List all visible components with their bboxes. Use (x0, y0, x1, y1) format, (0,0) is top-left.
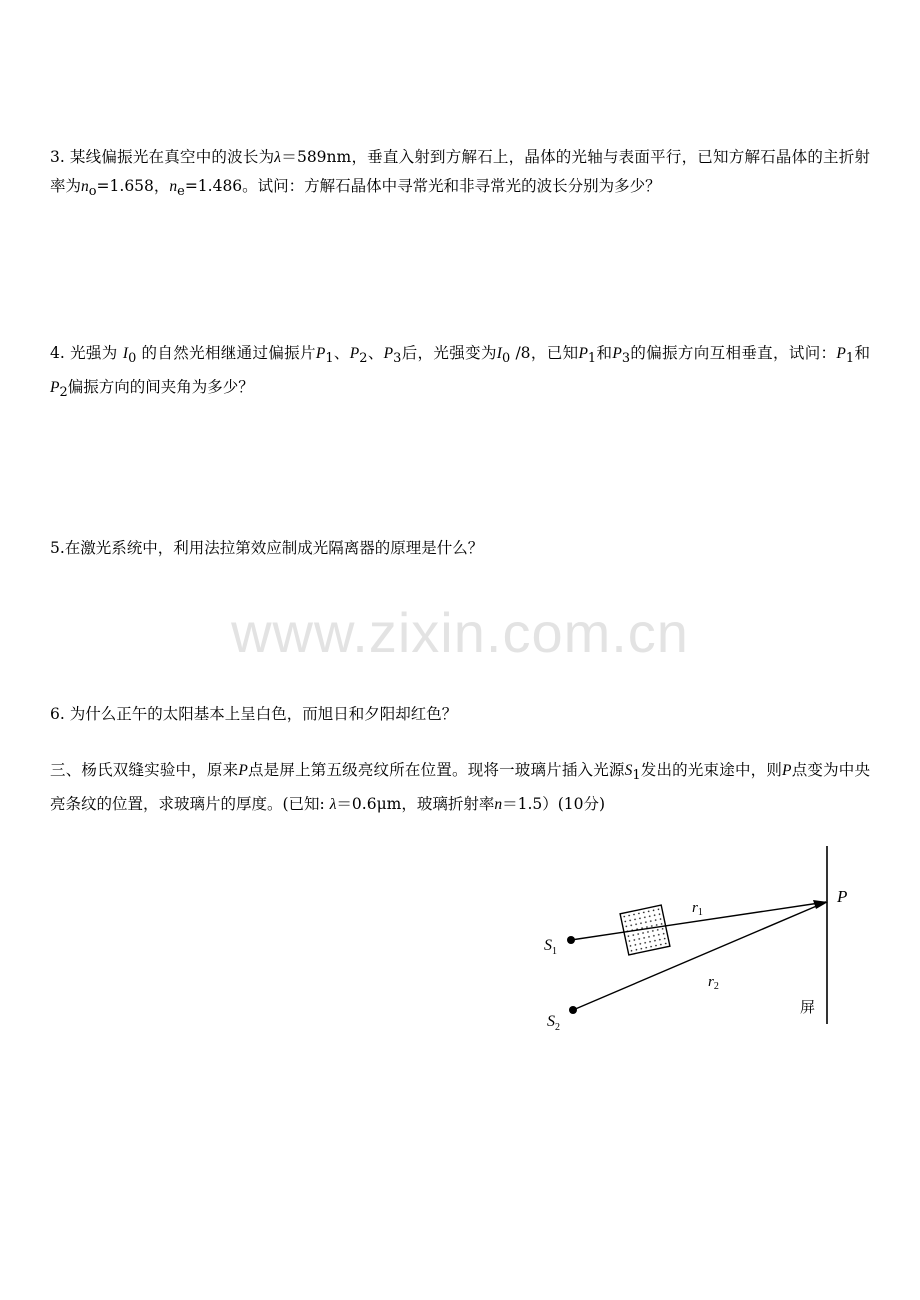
question-section-3: 三、杨氏双缝实验中，原来P点是屏上第五级亮纹所在位置。现将一玻璃片插入光源$S_1$发出的光束途中，则P点变为中央亮条纹的位置，求玻璃片的厚度。(已知: λ＝0.6μm，玻璃折射率n＝1.5）(10分) (50, 761, 870, 814)
question-3: 3. 某线偏振光在真空中的波长为λ＝589nm，垂直入射到方解石上，晶体的光轴与表面平行，已知方解石晶体的主折射率为$n_o=1.658$，$n_e=1.486$。试问：方解石晶体中寻常光和非寻常光的波长分别为多少？ (50, 148, 870, 200)
ray-r2 (573, 902, 826, 1010)
watermark: www.zixin.com.cn (231, 601, 689, 664)
label-p: P (837, 887, 848, 906)
source-s2-dot (569, 1006, 577, 1014)
label-s2: $S_2$ (547, 1013, 560, 1033)
question-4: 4. 光强为 $I_0$ 的自然光相继通过偏振片$P_1$、$P_2$、$P_3$后，光强变为$I_0$ /8，已知$P_1$和$P_3$的偏振方向互相垂直，试问：$P_1$和$P_2$偏振方向的间夹角为多少？ (50, 344, 870, 401)
label-r1: $r_1$ (692, 900, 703, 918)
question-5: 5.在激光系统中，利用法拉第效应制成光隔离器的原理是什么？ (50, 539, 484, 557)
question-6: 6. 为什么正午的太阳基本上呈白色，而旭日和夕阳却红色？ (50, 705, 458, 723)
label-screen: 屏 (800, 1000, 816, 1016)
glass-plate (620, 905, 670, 955)
source-s1-dot (567, 936, 575, 944)
label-s1: $S_1$ (544, 937, 557, 957)
label-r2: $r_2$ (708, 974, 719, 992)
double-slit-figure (530, 840, 870, 1040)
